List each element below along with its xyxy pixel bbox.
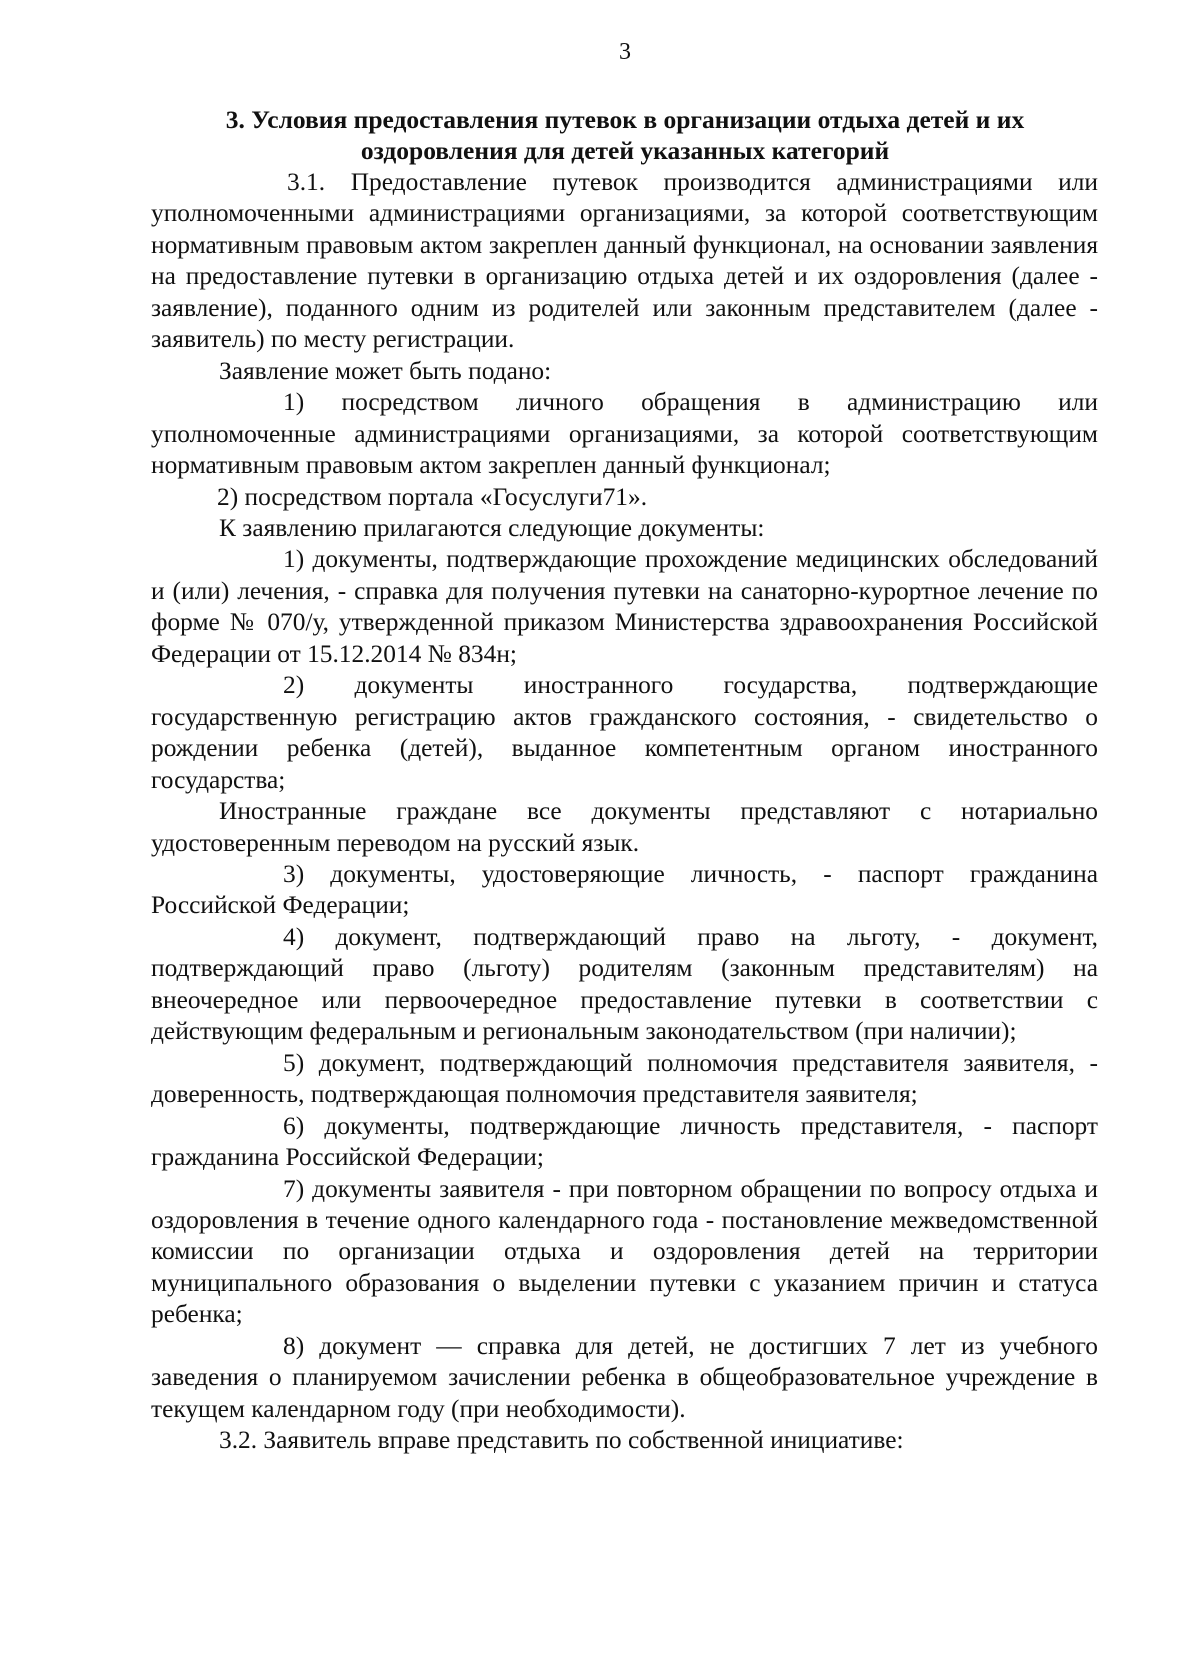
section-title	[150, 104, 1100, 166]
list-item-number: 3)	[283, 859, 305, 888]
paragraph-submission-intro	[151, 356, 1098, 387]
list-item-document-5	[151, 1048, 1098, 1111]
paragraph-text: Иностранные граждане все документы представляют с нотариально удостоверенным переводом на русский язык.	[151, 797, 1098, 857]
list-item-number: 8)	[283, 1331, 305, 1360]
list-item-document-1	[151, 544, 1098, 670]
list-item-number: 1)	[283, 545, 305, 574]
list-item-document-7	[151, 1174, 1098, 1331]
page-number: 3	[619, 39, 631, 65]
list-item-text: документ, подтверждающий право на льготу, - документ, подтверждающий право (льготу) родителям (законным представителям) на внеочередное или первоочередное предоставление путевки в соответствии с действующим федеральным и региональным законодательством (при наличии);	[151, 922, 1098, 1046]
list-item-document-3	[151, 859, 1098, 922]
section-title-line-1: 3. Условия предоставления путевок в организации отдыха детей и их	[225, 105, 1025, 134]
paragraph-text: 3.2. Заявитель вправе представить по собственной инициативе:	[219, 1426, 904, 1455]
list-item-text: документ — справка для детей, не достигших 7 лет из учебного заведения о планируемом зачислении ребенка в общеобразовательное учреждение в текущем календарном году (при необходимости).	[151, 1331, 1098, 1423]
paragraph-text: Заявление может быть подано:	[219, 356, 552, 385]
list-item-document-2	[151, 670, 1098, 796]
paragraph-3-2	[151, 1425, 1098, 1456]
list-item-text: посредством личного обращения в администрацию или уполномоченные администрациями организациями, за которой соответствующим нормативным правовым актом закреплен данный функционал;	[151, 388, 1098, 480]
list-item-number: 1)	[283, 388, 305, 417]
list-item-text: документы, подтверждающие прохождение медицинских обследований и (или) лечения, - справка для получения путевки на санаторно-курортное лечение по форме № 070/у, утвержденной приказом Министерства здравоохранения Российской Федерации от 15.12.2014 № 834н;	[151, 545, 1098, 668]
list-item-number: 7)	[283, 1174, 305, 1203]
list-item-document-6	[151, 1111, 1098, 1174]
section-title-line-2: оздоровления для детей указанных категорий	[360, 136, 890, 165]
document-body	[151, 167, 1098, 1457]
list-item-text: документы иностранного государства, подтверждающие государственную регистрацию актов гражданского состояния, - свидетельство о рождении ребенка (детей), выданное компетентным органом иностранного государства;	[151, 671, 1098, 794]
list-item-text: документы, удостоверяющие личность, - паспорт гражданина Российской Федерации;	[151, 859, 1098, 920]
list-item-text: документы заявителя - при повторном обращении по вопросу отдыха и оздоровления в течение одного календарного года - постановление межведомственной комиссии по организации отдыха и оздоровления детей на территории муниципального образования о выделении путевки с указанием причин и статуса ребенка;	[151, 1174, 1098, 1329]
list-item-submission-1	[151, 387, 1098, 481]
list-item-document-8	[151, 1331, 1098, 1425]
list-item-text: 2) посредством портала «Госуслуги71».	[217, 482, 648, 511]
list-item-number: 6)	[283, 1111, 305, 1140]
paragraph-foreign-citizens	[151, 796, 1098, 859]
list-item-number: 4)	[283, 922, 305, 951]
list-item-document-4	[151, 922, 1098, 1048]
list-item-text: документ, подтверждающий полномочия представителя заявителя, - доверенность, подтверждающая полномочия представителя заявителя;	[151, 1048, 1098, 1109]
list-item-number: 5)	[283, 1048, 305, 1077]
paragraph-number: 3.1.	[287, 168, 326, 196]
paragraph-text: К заявлению прилагаются следующие документы:	[219, 513, 765, 542]
list-item-submission-2	[151, 482, 1098, 513]
paragraph-documents-intro	[151, 513, 1098, 544]
list-item-text: документы, подтверждающие личность представителя, - паспорт гражданина Российской Федерации;	[151, 1111, 1098, 1172]
paragraph-3-1	[151, 167, 1098, 356]
paragraph-text: Предоставление путевок производится администрациями или уполномоченными администрациями организациями, за которой соответствующим нормативным правовым актом закреплен данный функционал, на основании заявления на предоставление путевки в организацию отдыха детей и их оздоровления (далее - заявление), поданного одним из родителей или законным представителем (далее - заявитель) по месту регистрации.	[151, 168, 1098, 354]
list-item-number: 2)	[283, 671, 305, 700]
